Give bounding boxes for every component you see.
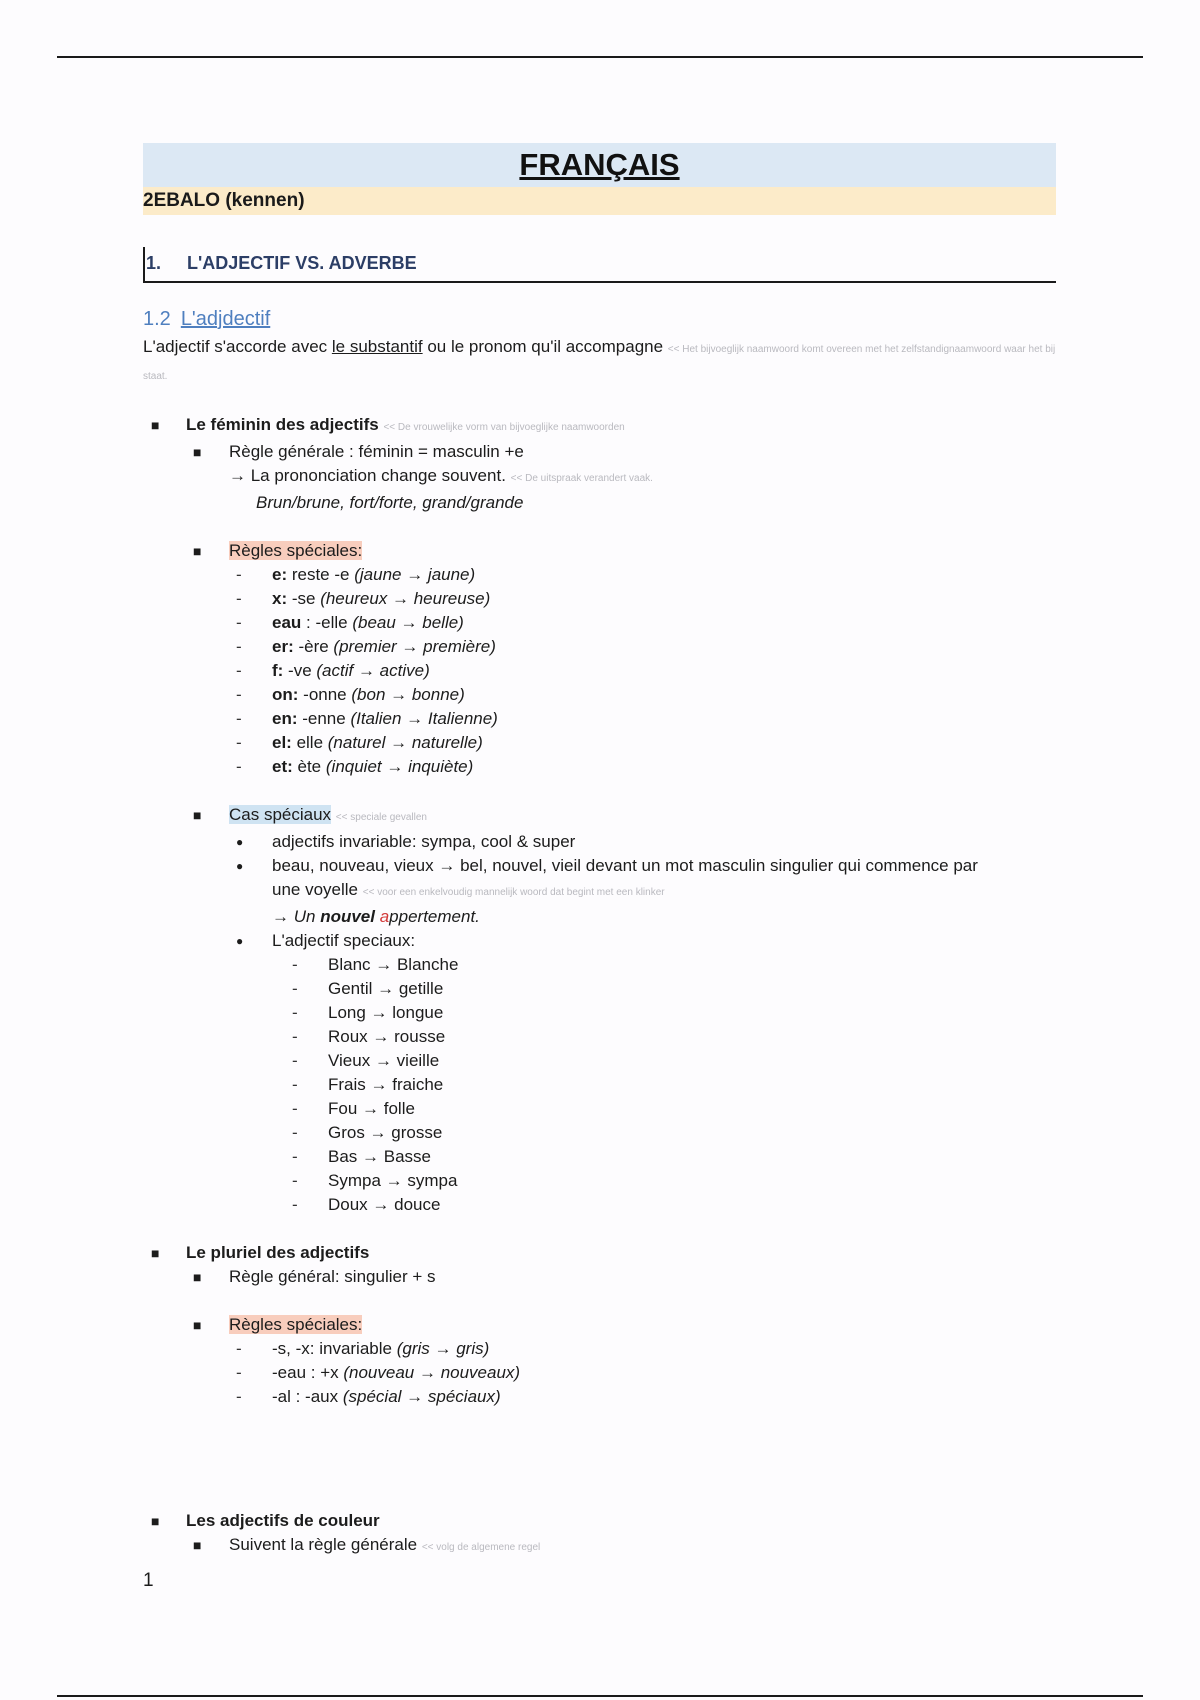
dash-marker: - (292, 1195, 298, 1214)
list-item (143, 905, 1056, 929)
list-item (143, 953, 1056, 977)
rule-key: f: (272, 661, 284, 680)
list-item (143, 611, 1056, 635)
couleur-heading: Les adjectifs de couleur (186, 1511, 380, 1530)
speciaux-list (143, 953, 1056, 1217)
example-red: a (374, 907, 390, 926)
list-item: ● L'adjectif speciaux: (236, 931, 416, 950)
document-content (143, 143, 1056, 1560)
beau-line-cont: une voyelle (272, 880, 359, 899)
rule-example: (jaune → jaune) (354, 565, 476, 584)
list-item (143, 1361, 1056, 1385)
list-item (143, 1193, 1056, 1217)
subsection-number: 1.2 (143, 308, 171, 330)
dash-marker: - (292, 1171, 298, 1190)
dash-marker: - (236, 565, 242, 584)
feminin-heading: Le féminin des adjectifs (186, 415, 379, 434)
list-item (143, 491, 1056, 515)
translation-note: << De uitspraak verandert vaak. (510, 473, 653, 484)
rule-text: -al : -aux (272, 1387, 343, 1406)
list-item (143, 878, 1056, 905)
rule-text: -onne (298, 685, 352, 704)
top-rule (57, 56, 1143, 58)
bottom-rule (57, 1695, 1143, 1697)
dash-marker: - (236, 757, 242, 776)
speciaux-pair: Gros → grosse (328, 1123, 443, 1142)
special-rules-list (143, 563, 1056, 779)
translation-note: << volg de algemene regel (421, 1542, 541, 1553)
speciaux-pair: Roux → rousse (328, 1027, 446, 1046)
list-item (143, 1049, 1056, 1073)
list-item (143, 1025, 1056, 1049)
invariable-line: adjectifs invariable: sympa, cool & super (272, 832, 576, 851)
rule-text: -ère (293, 637, 334, 656)
dash-marker: - (236, 733, 242, 752)
speciaux-pair: Bas → Basse (328, 1147, 431, 1166)
list-item: ■ Règles spéciales: (193, 541, 363, 560)
translation-note: << voor een enkelvoudig mannelijk woord dat begint met een klinker (362, 887, 665, 898)
list-item (143, 587, 1056, 611)
list-item: ■ Le féminin des adjectifs << De vrouwelijke vorm van bijvoeglijke naamwoorden (151, 415, 625, 434)
example-bold: nouvel (320, 907, 375, 926)
dash-marker: - (236, 1339, 242, 1358)
rule-text: : -elle (301, 613, 353, 632)
speciaux-pair: Doux → douce (328, 1195, 441, 1214)
examples-line: Brun/brune, fort/forte, grand/grande (256, 493, 524, 512)
pluriel-special-heading: Règles spéciales: (229, 1315, 363, 1334)
list-item (143, 1337, 1056, 1361)
list-item (143, 977, 1056, 1001)
rule-general: Règle générale : féminin = masculin +e (229, 442, 524, 461)
rule-example: (nouveau → nouveaux) (343, 1363, 521, 1382)
rule-text: -ve (283, 661, 317, 680)
dash-marker: - (236, 661, 242, 680)
translation-note: << Het bijvoeglijk naamwoord komt overeen met het zelfstandignaamwoord waar het bij staat. (143, 344, 1056, 382)
rule-text: reste -e (287, 565, 355, 584)
intro-underlined: le substantif (331, 337, 423, 356)
list-item (143, 635, 1056, 659)
rule-example: (actif → active) (316, 661, 430, 680)
speciaux-pair: Gentil → getille (328, 979, 444, 998)
rule-text: elle (291, 733, 328, 752)
beau-line: beau, nouveau, vieux → bel, nouvel, vieil devant un mot masculin singulier qui commence par (272, 856, 978, 875)
pluriel-heading: Le pluriel des adjectifs (186, 1243, 370, 1262)
list-item (143, 755, 1056, 779)
rule-example: (inquiet → inquiète) (325, 757, 474, 776)
list-item (143, 464, 1056, 491)
pluriel-rules-list (143, 1337, 1056, 1409)
dash-marker: - (236, 1387, 242, 1406)
rule-key: er: (272, 637, 294, 656)
intro-text-end: ou le pronom qu'il accompagne (422, 337, 664, 356)
dash-marker: - (236, 1363, 242, 1382)
rule-text: -s, -x: invariable (272, 1339, 397, 1358)
speciaux-pair: Blanc → Blanche (328, 955, 459, 974)
title-band (143, 143, 1056, 187)
rule-key: eau (272, 613, 302, 632)
example-text: → Un (272, 907, 321, 926)
list-item (143, 659, 1056, 683)
list-item (143, 1169, 1056, 1193)
rule-example: (bon → bonne) (351, 685, 465, 704)
rule-key: x: (272, 589, 288, 608)
list-item: ■ Les adjectifs de couleur (151, 1511, 380, 1530)
speciaux-heading: L'adjectif speciaux: (272, 931, 416, 950)
list-item (143, 731, 1056, 755)
intro-paragraph (143, 335, 1056, 389)
speciaux-pair: Long → longue (328, 1003, 444, 1022)
intro-text: L'adjectif s'accorde avec (143, 337, 332, 356)
dash-marker: - (292, 1147, 298, 1166)
page-number: 1 (143, 1570, 154, 1591)
rule-key: e: (272, 565, 288, 584)
list-item (143, 707, 1056, 731)
speciaux-pair: Frais → fraiche (328, 1075, 444, 1094)
dash-marker: - (236, 709, 242, 728)
subsection-heading (143, 307, 1056, 333)
dash-marker: - (292, 1003, 298, 1022)
dash-marker: - (292, 1123, 298, 1142)
rule-example: (naturel → naturelle) (327, 733, 483, 752)
dash-marker: - (292, 1099, 298, 1118)
list-item: ■ Règle générale : féminin = masculin +e (193, 442, 524, 461)
pronunciation-line: → La prononciation change souvent. (229, 466, 506, 485)
rule-example: (Italien → Italienne) (350, 709, 498, 728)
rule-key: en: (272, 709, 298, 728)
rule-text: -enne (297, 709, 351, 728)
speciaux-pair: Vieux → vieille (328, 1051, 440, 1070)
speciaux-pair: Sympa → sympa (328, 1171, 458, 1190)
list-item (143, 1073, 1056, 1097)
list-item: ■ Règle général: singulier + s (193, 1267, 436, 1286)
dash-marker: - (292, 955, 298, 974)
dash-marker: - (292, 1075, 298, 1094)
cas-speciaux-heading: Cas spéciaux (229, 805, 332, 824)
example-text-end: ppertement. (389, 907, 480, 926)
list-item (143, 1385, 1056, 1409)
list-item: ■ Règles spéciales: (193, 1315, 363, 1334)
page-title: FRANÇAIS (519, 147, 680, 182)
translation-note: << De vrouwelijke vorm van bijvoeglijke naamwoorden (383, 422, 625, 433)
list-item: ● beau, nouveau, vieux → bel, nouvel, vieil devant un mot masculin singulier qui commence par (236, 856, 978, 875)
list-item: ■ Cas spéciaux << speciale gevallen (193, 805, 427, 824)
list-item (143, 1097, 1056, 1121)
list-item (143, 1001, 1056, 1025)
translation-note: << speciale gevallen (335, 812, 427, 823)
dash-marker: - (236, 613, 242, 632)
special-rules-heading: Règles spéciales: (229, 541, 363, 560)
list-item (143, 683, 1056, 707)
list-item: ● adjectifs invariable: sympa, cool & super (236, 832, 576, 851)
list-item (143, 1145, 1056, 1169)
section-number: 1. (146, 253, 162, 273)
rule-example: (gris → gris) (396, 1339, 490, 1358)
rule-example: (heureux → heureuse) (320, 589, 491, 608)
rule-text: ète (292, 757, 326, 776)
rule-key: el: (272, 733, 292, 752)
list-item: ■ Suivent la règle générale << volg de algemene regel (193, 1535, 541, 1554)
rule-example: (spécial → spéciaux) (342, 1387, 501, 1406)
rule-text: -eau : +x (272, 1363, 344, 1382)
dash-marker: - (292, 1027, 298, 1046)
dash-marker: - (292, 979, 298, 998)
rule-key: on: (272, 685, 299, 704)
list-item: ■ Le pluriel des adjectifs (151, 1243, 370, 1262)
subtitle: 2EBALO (kennen) (143, 187, 1056, 215)
dash-marker: - (236, 685, 242, 704)
section-heading-1 (143, 247, 1056, 283)
speciaux-pair: Fou → folle (328, 1099, 415, 1118)
rule-example: (beau → belle) (352, 613, 464, 632)
dash-marker: - (292, 1051, 298, 1070)
list-item (143, 1121, 1056, 1145)
subsection-title: L'adjdectif (180, 308, 271, 330)
list-item (143, 563, 1056, 587)
couleur-rule: Suivent la règle générale (229, 1535, 418, 1554)
dash-marker: - (236, 589, 242, 608)
rule-key: et: (272, 757, 293, 776)
rule-example: (premier → première) (333, 637, 496, 656)
rule-text: -se (287, 589, 321, 608)
pluriel-rule: Règle général: singulier + s (229, 1267, 436, 1286)
section-title: L'ADJECTIF VS. ADVERBE (187, 253, 417, 273)
dash-marker: - (236, 637, 242, 656)
